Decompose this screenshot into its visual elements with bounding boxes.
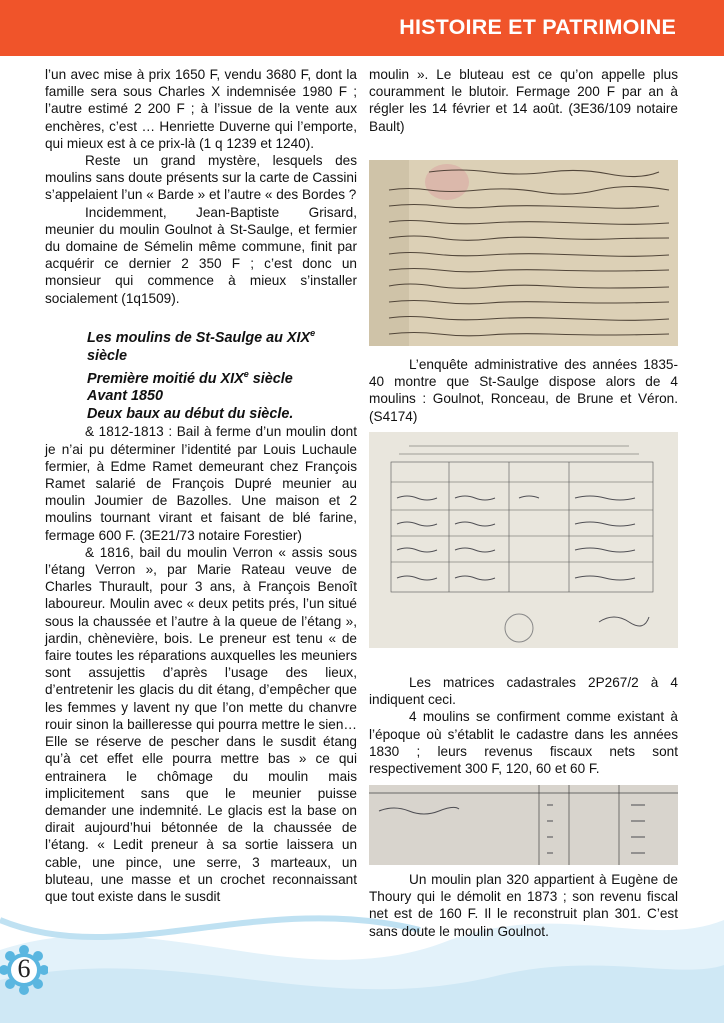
paragraph: Reste un grand mystère, lesquels des moulins sans doute présents sur la carte de Cassini s’appelaient l’un « Barde » et l’autre « des Bordes ? bbox=[45, 153, 357, 203]
survey-table-photo bbox=[369, 432, 678, 648]
right-column bbox=[369, 66, 678, 135]
paragraph: & 1812-1813 : Bail à ferme d’un moulin dont je n’ai pu déterminer l’identité par Louis Luchaule fermier, à Edme Ramet demeurant chez François Ramet salarié de François Dupré meunier au moulin Joumier de Bazolles. Une maison et 2 moulins tournant virant et faisant de blé farine, fermage 600 F. (3E21/73 notaire Forestier) bbox=[45, 424, 357, 543]
subsection-heading: Deux baux au début du siècle. bbox=[87, 406, 294, 423]
right-column-part4 bbox=[369, 871, 678, 940]
page-number: 6 bbox=[17, 954, 31, 983]
paragraph: Un moulin plan 320 appartient à Eugène de Thoury qui le démolit en 1873 ; son revenu fiscal net est de 160 F. Il le reconstruit plan 301. C’est sans doute le moulin Goulnot. bbox=[369, 872, 678, 939]
paragraph: 4 moulins se confirment comme existant à l’époque où s’établit le cadastre dans les années 1830 ; leurs revenus fiscaux nets sont respectivement 300 F, 120, 60 et 60 F. bbox=[369, 709, 678, 777]
section-heading: Les moulins de St-Saulge au XIXe siècle bbox=[87, 327, 316, 364]
left-column bbox=[45, 66, 357, 905]
paragraph: Incidemment, Jean-Baptiste Grisard, meunier du moulin Goulnot à St-Saulge, et fermier du domaine de Sémelin même commune, finit par acquérir ce dernier 2 350 F ; c’est donc un monsieur qui commence à mieux s’installer socialement (1q1509). bbox=[45, 204, 357, 306]
handwritten-lease-photo bbox=[369, 160, 678, 346]
paragraph: moulin ». Le bluteau est ce qu’on appelle plus couramment le blutoir. Fermage 200 F par an à régler les 14 février et 14 août. (3E36/109 notaire Bault) bbox=[369, 67, 678, 134]
subsection-heading: Première moitié du XIXe siècle bbox=[87, 368, 293, 387]
right-column-part3 bbox=[369, 674, 678, 777]
cadastral-register-photo bbox=[369, 785, 678, 865]
subsection-heading: Avant 1850 bbox=[87, 388, 163, 405]
paragraph: L’enquête administrative des années 1835-40 montre que St-Saulge dispose alors de 4 moulins : Goulnot, Ronceau, de Brune et Véron. (S4174) bbox=[369, 357, 678, 424]
right-column-part2 bbox=[369, 356, 678, 425]
page-header-bar bbox=[0, 0, 724, 56]
paragraph: l’un avec mise à prix 1650 F, vendu 3680 F, dont la famille sera sous Charles X indemnisée 1980 F ; l’autre estimé 2 200 F ; à l’issue de la vente aux enchères, c’est … Henriette Duverne qui l’emporte, qui mieux est à ce prix-là (1 q 1239 et 1240). bbox=[45, 67, 357, 151]
paragraph: Les matrices cadastrales 2P267/2 à 4 indiquent ceci. bbox=[369, 675, 678, 708]
section-title: HISTOIRE ET PATRIMOINE bbox=[399, 15, 676, 39]
paragraph: & 1816, bail du moulin Verron « assis sous l’étang Verron », par Marie Rateau veuve de Charles Thurault, pour 3 ans, à François Benoît laboureur. Moulin avec « deux petits prés, l’un situé sous la chaussée et l’autre à la queue de l’étang », jardin, chènevière, bois. Le preneur est tenu « de faire toutes les réparations auxquelles les meuniers sont assujettis d’après l’usage des lieux, d’entretenir les glacis du dit étang, d’empêcher que les femmes y lavent ny que l’on mette du chanvre rouir sinon la bailleresse qui pourra mettre le sien… Elle se réserve de pescher dans le susdit étang qu’à cet effet elle pourra mettre bas » ce qui entrainera le chômage du moulin mais implicitement sans que le meunier puisse demander une indemnité. Le glacis est la base on dirait aujourd’hui bétonnée de la chaussée de l’étang. « Ledit preneur à sa sortie laissera un cable, une pince, une serre, 3 marteaux, un bluteau, une masse et un crochet reconnaissant que tout existe dans le susdit bbox=[45, 544, 357, 904]
